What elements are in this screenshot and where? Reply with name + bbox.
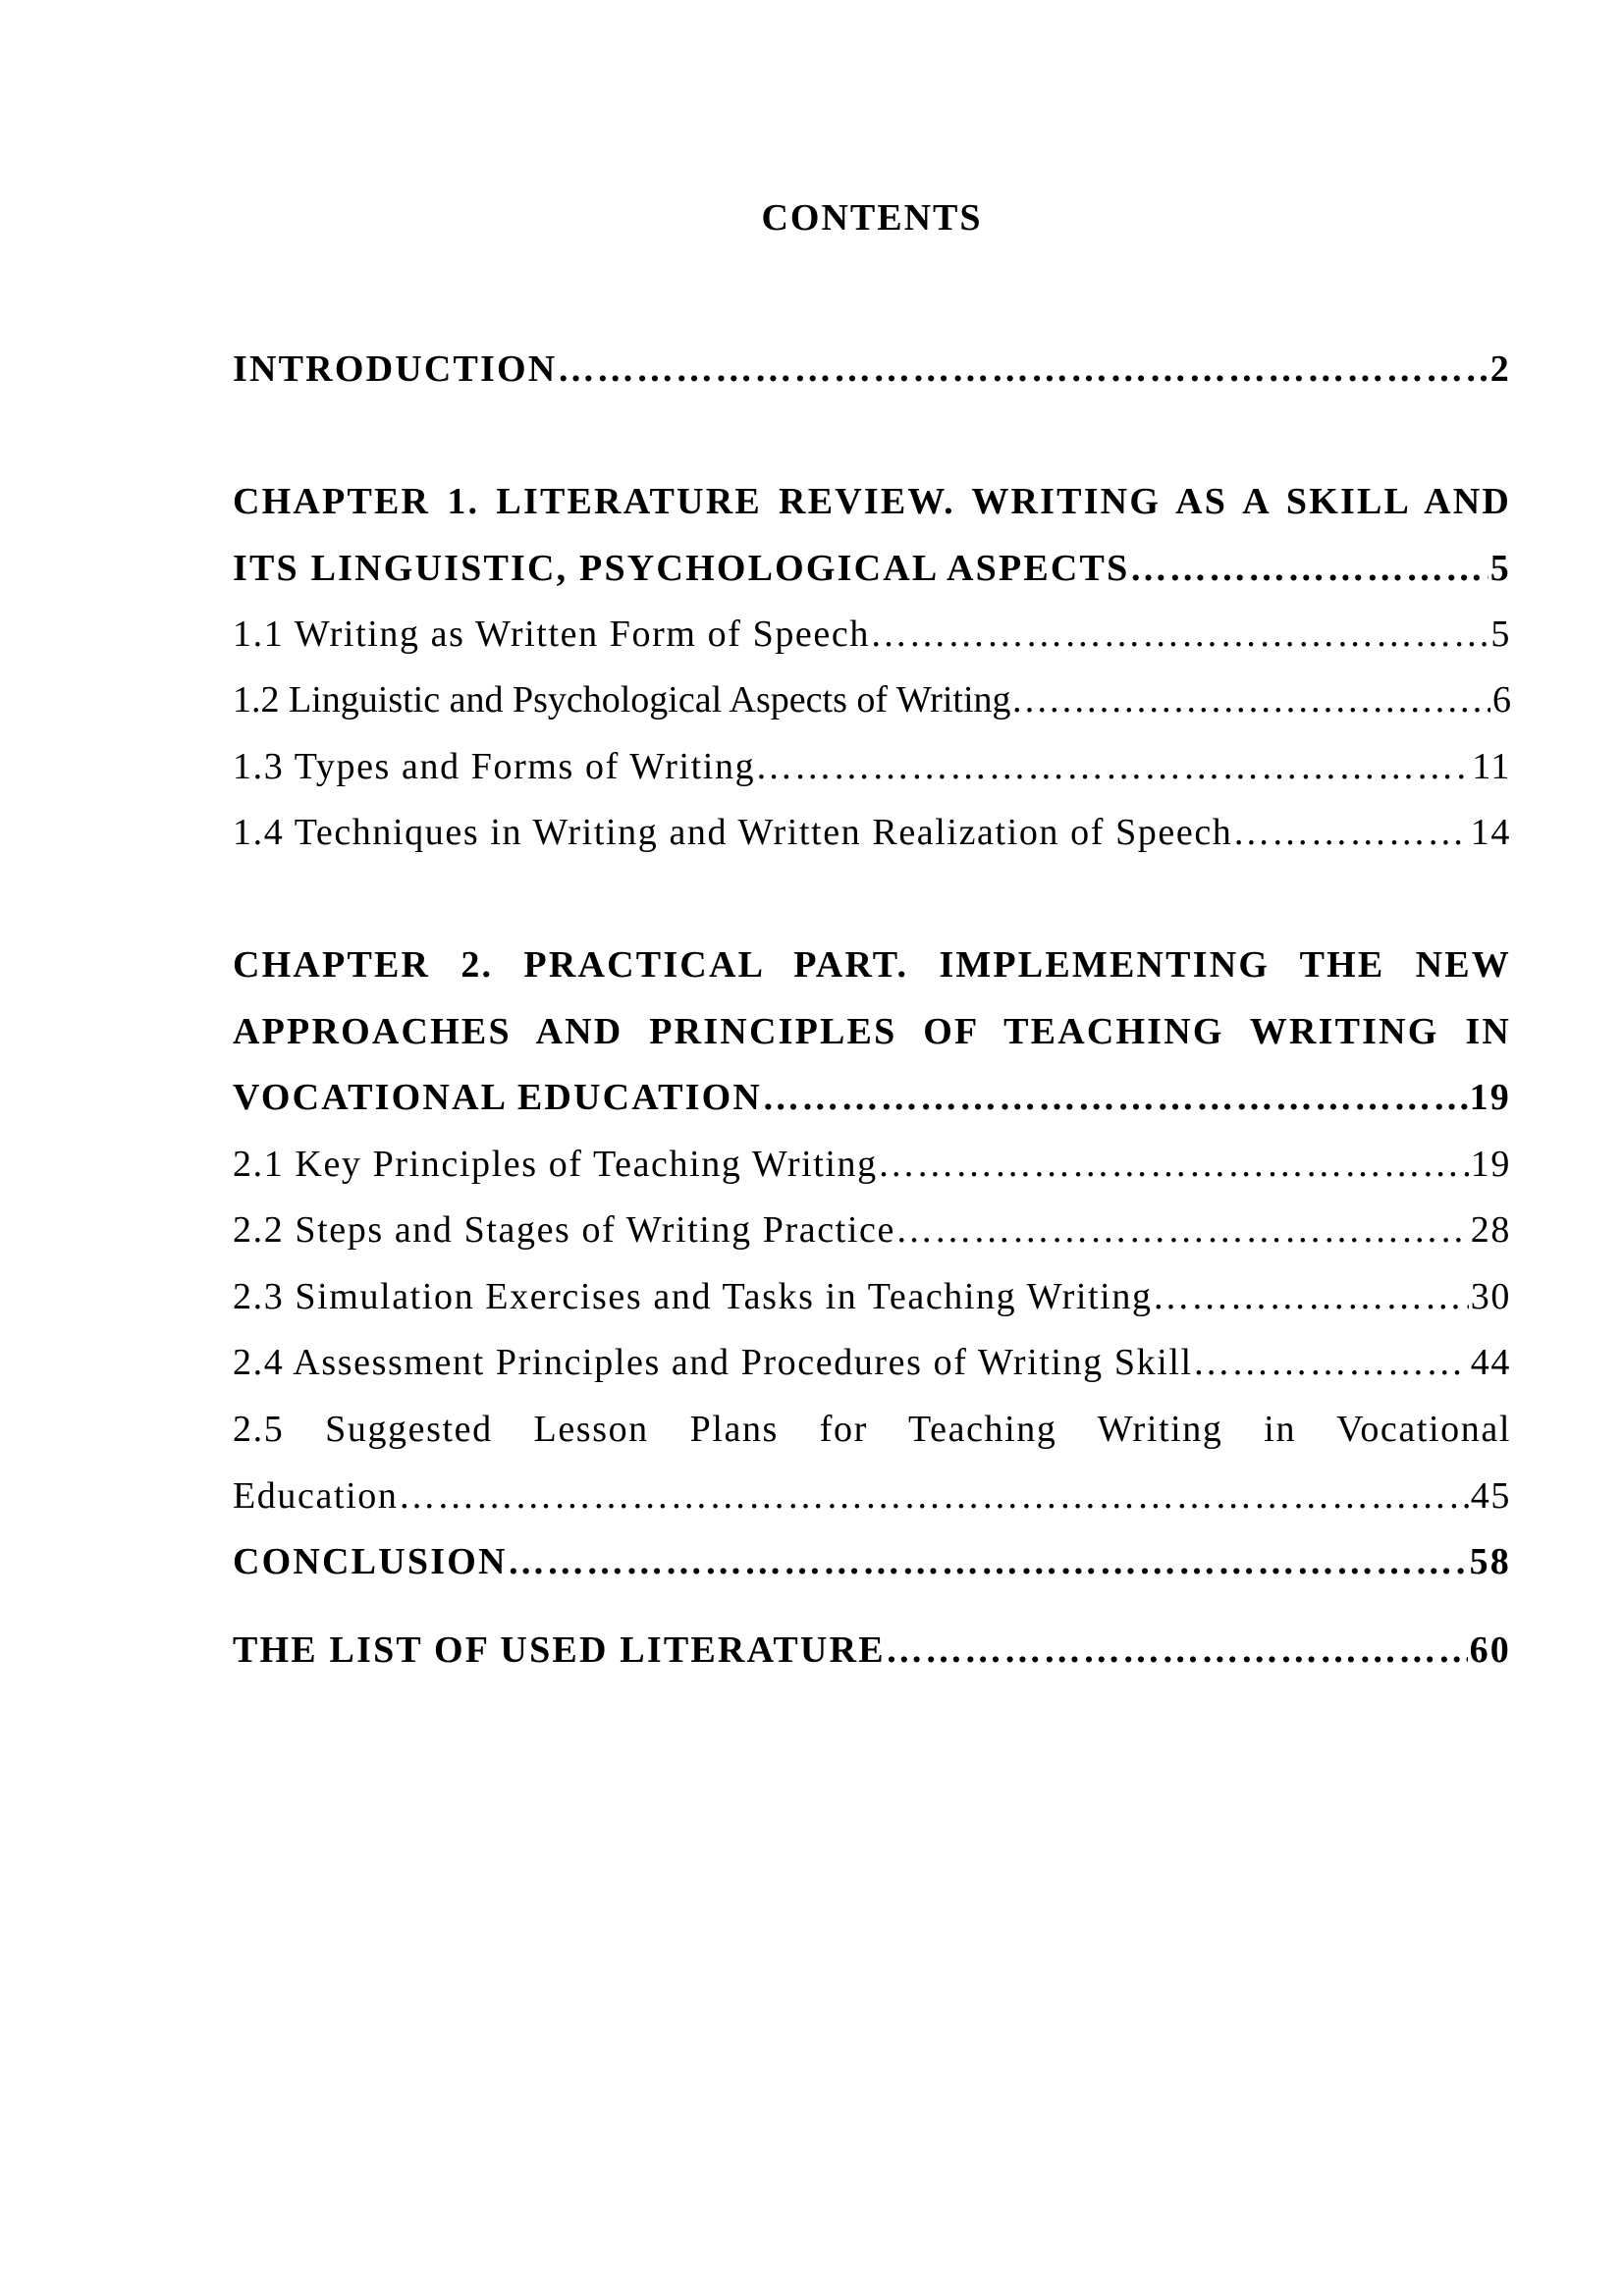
toc-chapter-line: APPROACHES AND PRINCIPLES OF TEACHING WRITING IN <box>233 1010 1511 1052</box>
toc-page-number: 44 <box>1470 1342 1511 1383</box>
toc-page-number: 2 <box>1489 348 1511 390</box>
toc-page-number: 6 <box>1492 679 1511 721</box>
toc-label: ITS LINGUISTIC, PSYCHOLOGICAL ASPECTS <box>233 547 1130 589</box>
page-title: CONTENTS <box>761 197 983 239</box>
toc-entry-section-2-5 <box>233 1397 1511 1529</box>
toc-entry-section-1-3 <box>233 734 1511 801</box>
toc-label: 1.2 Linguistic and Psychological Aspects of Writing <box>233 679 1011 721</box>
dot-leader <box>886 1618 1468 1684</box>
toc-label: THE LIST OF USED LITERATURE <box>233 1629 886 1671</box>
toc-label: VOCATIONAL EDUCATION <box>233 1077 763 1118</box>
toc-page-number: 58 <box>1469 1541 1511 1582</box>
toc-page-number: 45 <box>1470 1474 1511 1517</box>
toc-label: 2.4 Assessment Principles and Procedures of Writing Skill <box>233 1342 1193 1383</box>
toc-entry-section-1-2 <box>233 667 1511 734</box>
dot-leader <box>1011 667 1490 734</box>
toc-entry-chapter-1 <box>233 469 1511 602</box>
toc-entry-introduction <box>233 337 1511 403</box>
dot-leader <box>398 1464 1468 1530</box>
dot-leader <box>508 1529 1468 1596</box>
toc-entry-section-2-4 <box>233 1330 1511 1397</box>
toc-entry-section-2-3 <box>233 1264 1511 1331</box>
toc-label: 2.3 Simulation Exercises and Tasks in Teaching Writing <box>233 1276 1153 1317</box>
toc-page-number: 11 <box>1472 746 1511 787</box>
toc-page-number: 19 <box>1469 1077 1511 1118</box>
dot-leader <box>755 734 1470 801</box>
dot-leader <box>895 1198 1469 1264</box>
toc-page-number: 28 <box>1470 1209 1511 1251</box>
dot-leader <box>1153 1264 1469 1331</box>
toc-page-number: 5 <box>1490 614 1511 655</box>
toc-entry-section-2-2 <box>233 1198 1511 1264</box>
toc-entry-section-1-1 <box>233 602 1511 668</box>
toc-entry-section-2-1 <box>233 1132 1511 1199</box>
toc-label: 2.2 Steps and Stages of Writing Practice <box>233 1209 895 1251</box>
toc-chapter-line: CHAPTER 1. LITERATURE REVIEW. WRITING AS A SKILL AND <box>233 481 1511 522</box>
dot-leader <box>870 602 1489 668</box>
toc-chapter-line: CHAPTER 2. PRACTICAL PART. IMPLEMENTING THE NEW <box>233 944 1511 986</box>
toc-page-number: 14 <box>1470 812 1511 853</box>
toc-label: CONCLUSION <box>233 1541 508 1582</box>
contents-page <box>233 0 1511 2296</box>
toc-label: 1.3 Types and Forms of Writing <box>233 746 756 787</box>
toc-label: 2.1 Key Principles of Teaching Writing <box>233 1144 878 1185</box>
toc-entry-conclusion <box>233 1529 1511 1596</box>
toc-page-number: 60 <box>1469 1629 1511 1671</box>
toc-label: 1.1 Writing as Written Form of Speech <box>233 614 870 655</box>
toc-entry-chapter-2 <box>233 933 1511 1132</box>
dot-leader <box>762 1065 1468 1132</box>
toc-label: INTRODUCTION <box>233 348 558 390</box>
toc-label: 1.4 Techniques in Writing and Written Realization of Speech <box>233 812 1233 853</box>
toc-page-number: 5 <box>1489 547 1511 589</box>
toc-entry-literature <box>233 1618 1511 1684</box>
dot-leader <box>1129 536 1488 603</box>
toc-label: Education <box>233 1474 399 1517</box>
toc-entry-section-1-4 <box>233 800 1511 867</box>
toc-page-number: 19 <box>1470 1144 1511 1185</box>
dot-leader <box>557 337 1488 403</box>
dot-leader <box>1193 1330 1469 1397</box>
toc-page-number: 30 <box>1470 1276 1511 1317</box>
dot-leader <box>1232 800 1468 867</box>
dot-leader <box>878 1132 1469 1199</box>
toc-section-line: 2.5 Suggested Lesson Plans for Teaching Writing in Vocational <box>233 1409 1511 1450</box>
